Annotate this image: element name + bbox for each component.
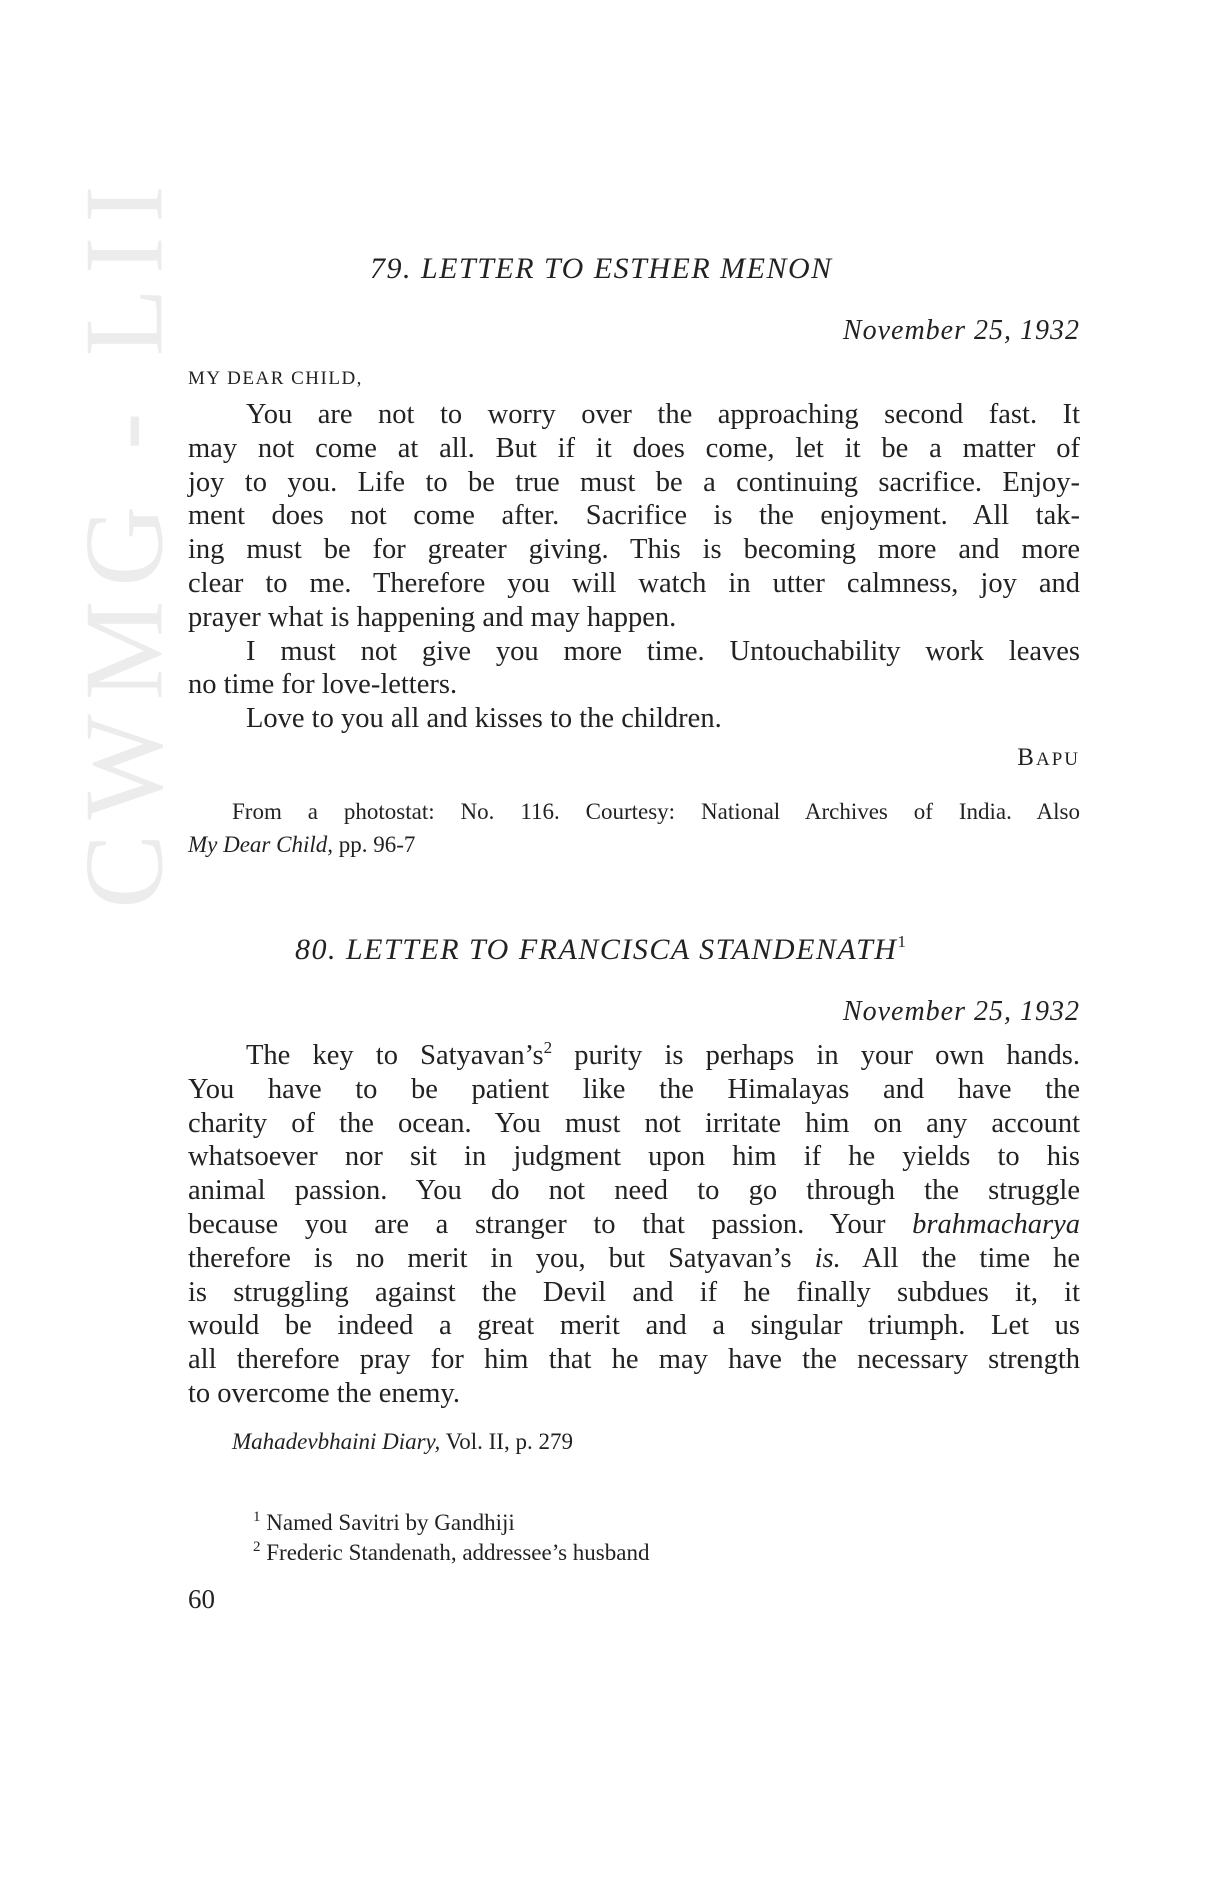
letter-80-source xyxy=(188,1425,1080,1458)
watermark-text: CWMG - LII xyxy=(62,171,187,909)
body-line: Love to you all and kisses to the children. xyxy=(246,703,722,735)
footnote xyxy=(253,1538,649,1568)
letter-80-date: November 25, 1932 xyxy=(842,996,1080,1027)
letter-79-date: November 25, 1932 xyxy=(842,315,1080,346)
body-line: no time for love-letters. xyxy=(188,669,458,701)
body-line: may not come at all. But if it does come, let it be a matter of xyxy=(188,432,1080,464)
letter-80-heading-text: 80. LETTER TO FRANCISCA STANDENATH xyxy=(295,933,898,966)
signature-rest: APU xyxy=(1035,749,1080,770)
footnote-number: 2 xyxy=(253,1539,261,1555)
body-line: animal passion. You do not need to go through the struggle xyxy=(188,1175,1080,1207)
body-line xyxy=(188,1039,1080,1073)
footnote-number: 1 xyxy=(253,1509,261,1525)
footnote xyxy=(253,1508,649,1538)
source-title: Mahadevbhaini Diary, xyxy=(232,1429,441,1454)
body-line: clear to me. Therefore you will watch in utter calmness, joy and xyxy=(188,567,1080,599)
italic-term: is. xyxy=(814,1242,841,1274)
body-line: ing must be for greater giving. This is becoming more and more xyxy=(188,534,1080,566)
source-title: My Dear Child, xyxy=(188,832,334,857)
footnote-text: Frederic Standenath, addressee’s husband xyxy=(260,1540,650,1565)
body-line: all therefore pray for him that he may have the necessary strength xyxy=(188,1344,1080,1376)
source-line xyxy=(188,1425,1080,1458)
body-line: ment does not come after. Sacrifice is the enjoyment. All tak- xyxy=(188,500,1080,532)
page-number: 60 xyxy=(188,1584,215,1614)
signature-initial: B xyxy=(1017,744,1036,771)
letter-79-source xyxy=(188,795,1080,861)
footnote-mark: 2 xyxy=(543,1038,553,1057)
body-line: You have to be patient like the Himalayas and have the xyxy=(188,1073,1080,1105)
source-pages: pp. 96-7 xyxy=(333,832,416,857)
body-line: prayer what is happening and may happen. xyxy=(188,601,677,633)
body-line: joy to you. Life to be true must be a continuing sacrifice. Enjoy- xyxy=(188,466,1080,498)
body-line: whatsoever nor sit in judgment upon him if he yields to his xyxy=(188,1141,1080,1173)
body-line: charity of the ocean. You must not irritate him on any account xyxy=(188,1107,1080,1139)
source-line: From a photostat: No. 116. Courtesy: National Archives of India. Also xyxy=(232,799,1080,824)
letter-80-body xyxy=(188,1039,1080,1411)
body-line: to overcome the enemy. xyxy=(188,1377,460,1409)
body-line xyxy=(188,1208,1080,1242)
first-line-pre: The key to Satyavan’s xyxy=(246,1040,544,1071)
body-line: I must not give you more time. Untouchability work leaves xyxy=(246,635,1080,667)
heading-footnote-mark: 1 xyxy=(897,932,908,951)
line-6-text: because you are a stranger to that passion. Your xyxy=(188,1208,886,1240)
italic-term: brahmacharya xyxy=(912,1208,1080,1240)
footnote-text: Named Savitri by Gandhiji xyxy=(260,1510,515,1535)
body-line: would be indeed a great merit and a singular triumph. Let us xyxy=(188,1310,1080,1342)
source-line-2 xyxy=(188,828,1080,861)
letter-79-salutation: MY DEAR CHILD, xyxy=(188,368,363,389)
body-line xyxy=(188,1242,1080,1276)
source-rest: Vol. II, p. 279 xyxy=(440,1429,573,1454)
line-7-pre: therefore is no merit in you, but Satyavan’s xyxy=(188,1242,815,1274)
first-line-post: purity is perhaps in your own hands. xyxy=(552,1040,1080,1071)
letter-80-heading xyxy=(295,932,907,967)
letter-79-heading: 79. LETTER TO ESTHER MENON xyxy=(370,252,833,285)
body-line: You are not to worry over the approaching second fast. It xyxy=(246,399,1080,430)
letter-79-signature xyxy=(1017,744,1080,772)
letter-79-body xyxy=(188,398,1080,736)
line-7-post: All the time he xyxy=(840,1242,1081,1274)
body-line: is struggling against the Devil and if he finally subdues it, it xyxy=(188,1276,1080,1308)
footnotes xyxy=(253,1508,649,1568)
